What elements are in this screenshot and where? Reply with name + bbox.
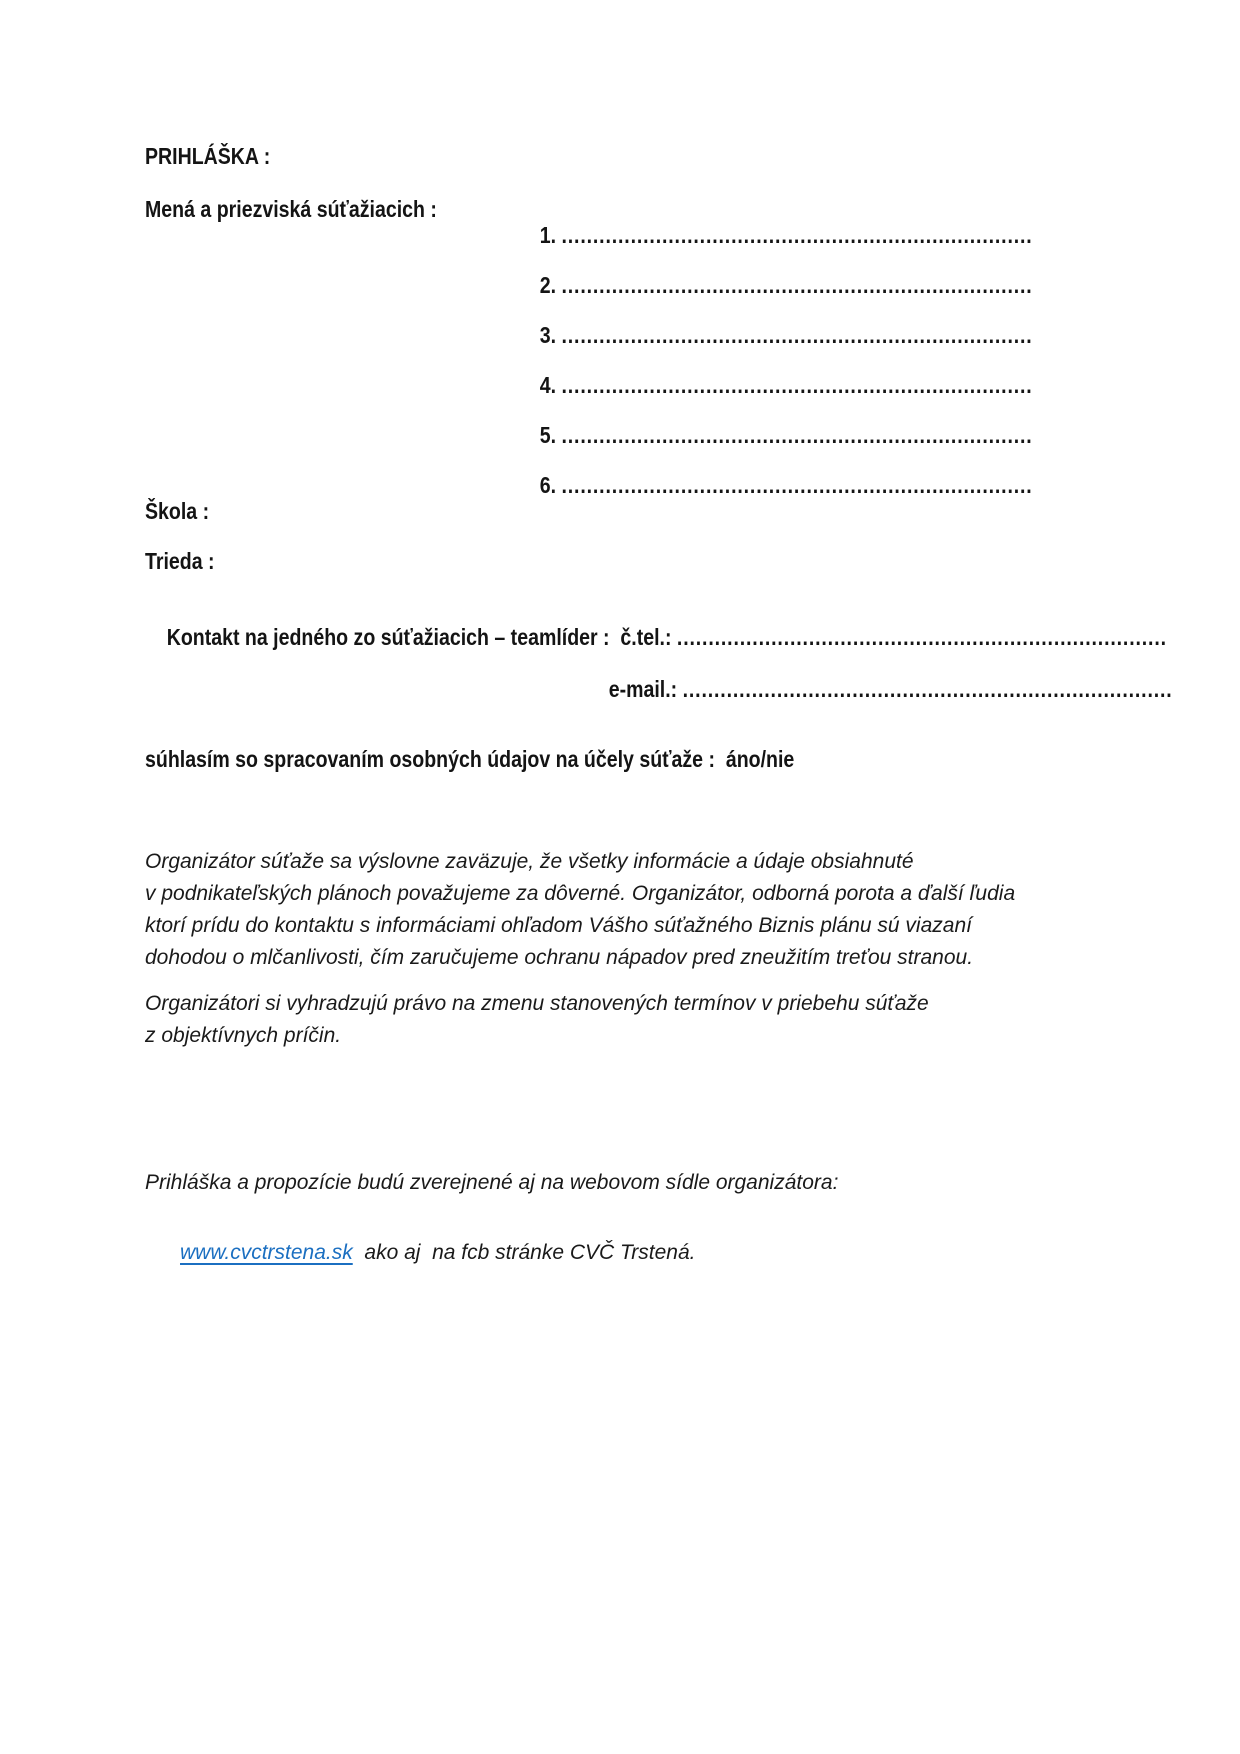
name-line-1-dots: ........................................................................... bbox=[561, 222, 1033, 248]
name-line-1-number: 1. bbox=[539, 222, 562, 248]
class-label: Trieda : bbox=[145, 548, 215, 574]
phone-label: č.tel.: bbox=[620, 624, 677, 650]
contact-label: Kontakt na jedného zo súťažiacich – teamlíder : bbox=[166, 624, 621, 650]
website-link[interactable]: www.cvctrstena.sk bbox=[180, 1241, 353, 1264]
terms-line-2: z objektívnych príčin. bbox=[145, 1024, 342, 1047]
confidentiality-line-3: ktorí prídu do kontaktu s informáciami ohľadom Vášho súťažného Biznis plánu sú viazaní bbox=[145, 914, 972, 937]
phone-dots: .............................................................................. bbox=[676, 624, 1167, 650]
email-label: e-mail.: bbox=[608, 676, 683, 702]
school-label: Škola : bbox=[145, 498, 210, 524]
name-line-2-dots: ........................................................................... bbox=[561, 272, 1033, 298]
name-line-3-dots: ........................................................................... bbox=[561, 322, 1033, 348]
confidentiality-line-1: Organizátor súťaže sa výslovne zaväzuje, že všetky informácie a údaje obsiahnuté bbox=[145, 850, 914, 873]
publication-line-2-tail: ako aj na fcb stránke CVČ Trstená. bbox=[352, 1241, 696, 1264]
name-line-2-number: 2. bbox=[539, 272, 562, 298]
name-line-4-dots: ........................................................................... bbox=[561, 372, 1033, 398]
name-line-3-number: 3. bbox=[539, 322, 562, 348]
name-line-4-number: 4. bbox=[539, 372, 562, 398]
names-label: Mená a priezviská súťažiacich : bbox=[145, 196, 437, 222]
email-line bbox=[587, 650, 1173, 728]
publication-line-2 bbox=[145, 1200, 838, 1305]
confidentiality-line-2: v podnikateľských plánoch považujeme za dôverné. Organizátor, odborná porota a ďalší ľudia bbox=[145, 882, 1016, 905]
publication-line-1: Prihláška a propozície budú zverejnené aj na webovom sídle organizátora: bbox=[145, 1171, 839, 1194]
publication-paragraph bbox=[145, 1165, 838, 1305]
name-line-5-dots: ........................................................................... bbox=[561, 422, 1033, 448]
name-line-6-number: 6. bbox=[539, 472, 562, 498]
name-line-6-dots: ........................................................................... bbox=[561, 472, 1033, 498]
name-line-5-number: 5. bbox=[539, 422, 562, 448]
consent-line: súhlasím so spracovaním osobných údajov na účely súťaže : áno/nie bbox=[145, 746, 795, 772]
confidentiality-paragraph bbox=[145, 846, 1015, 974]
page-title: PRIHLÁŠKA : bbox=[145, 143, 271, 169]
email-dots: .............................................................................. bbox=[682, 676, 1173, 702]
terms-paragraph bbox=[145, 988, 929, 1052]
terms-line-1: Organizátori si vyhradzujú právo na zmenu stanovených termínov v priebehu súťaže bbox=[145, 992, 929, 1015]
confidentiality-line-4: dohodou o mlčanlivosti, čím zaručujeme ochranu nápadov pred zneužitím treťou stranou. bbox=[145, 946, 974, 969]
name-line-6 bbox=[518, 446, 1033, 524]
